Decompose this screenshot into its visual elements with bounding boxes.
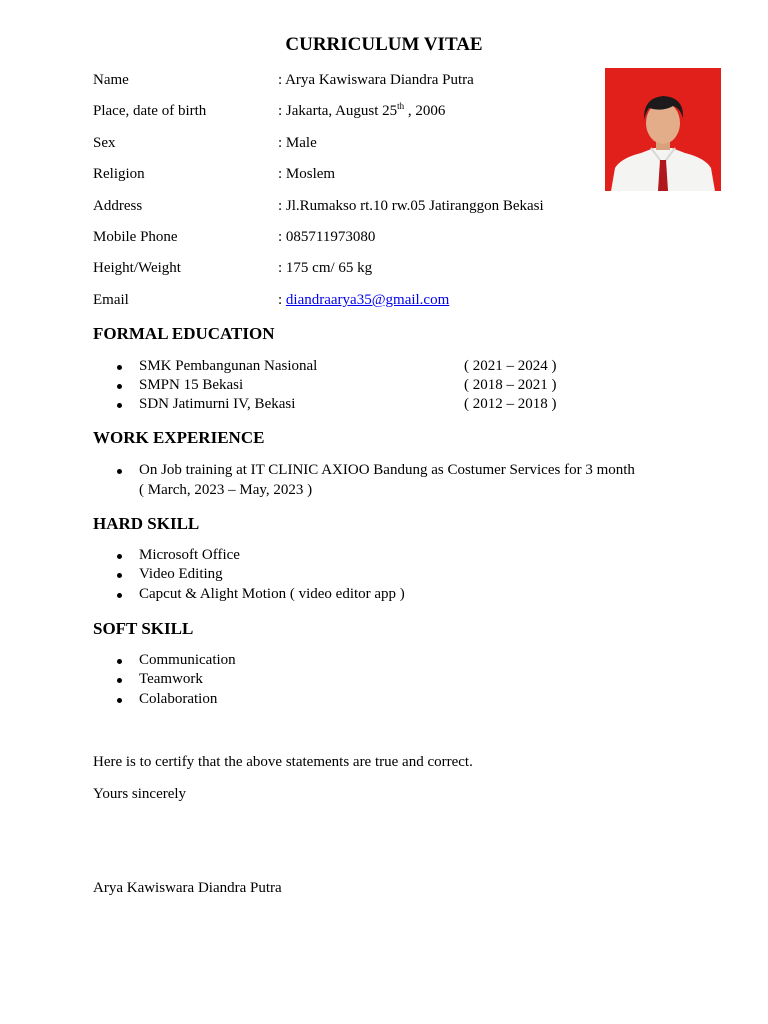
education-school: SMPN 15 Bekasi bbox=[139, 377, 244, 393]
person-portrait-icon bbox=[605, 68, 721, 191]
soft-skill-item: Colaboration bbox=[139, 691, 218, 707]
education-school: SDN Jatimurni IV, Bekasi bbox=[139, 396, 296, 412]
education-heading: FORMAL EDUCATION bbox=[93, 324, 275, 343]
bullet-icon bbox=[117, 403, 122, 408]
name-label: Name bbox=[93, 72, 129, 88]
bullet-icon bbox=[117, 469, 122, 474]
religion-label: Religion bbox=[93, 166, 145, 182]
bullet-icon bbox=[117, 698, 122, 703]
signature-name: Arya Kawiswara Diandra Putra bbox=[93, 880, 282, 896]
hard-skill-item: Video Editing bbox=[139, 566, 223, 582]
education-school: SMK Pembangunan Nasional bbox=[139, 358, 318, 374]
bullet-icon bbox=[117, 554, 122, 559]
bullet-icon bbox=[117, 659, 122, 664]
birth-value: : Jakarta, August 25th , 2006 bbox=[278, 101, 446, 119]
address-value: : Jl.Rumakso rt.10 rw.05 Jatiranggon Bekasi bbox=[278, 198, 544, 214]
education-years: ( 2018 – 2021 ) bbox=[464, 377, 557, 393]
certify-statement: Here is to certify that the above statements are true and correct. bbox=[93, 754, 473, 770]
phone-label: Mobile Phone bbox=[93, 229, 178, 245]
education-years: ( 2012 – 2018 ) bbox=[464, 396, 557, 412]
bullet-icon bbox=[117, 365, 122, 370]
work-heading: WORK EXPERIENCE bbox=[93, 428, 265, 447]
name-value: : Arya Kawiswara Diandra Putra bbox=[278, 72, 474, 88]
sex-label: Sex bbox=[93, 135, 116, 151]
email-link[interactable]: diandraarya35@gmail.com bbox=[285, 292, 450, 308]
bullet-icon bbox=[117, 593, 122, 598]
soft-skill-heading: SOFT SKILL bbox=[93, 619, 194, 638]
email-value: : diandraarya35@gmail.com bbox=[278, 292, 450, 308]
soft-skill-item: Communication bbox=[139, 652, 236, 668]
hard-skill-item: Microsoft Office bbox=[139, 547, 240, 563]
religion-value: : Moslem bbox=[278, 166, 336, 182]
height-weight-value: : 175 cm/ 65 kg bbox=[278, 260, 373, 276]
bullet-icon bbox=[117, 573, 122, 578]
page-title: CURRICULUM VITAE bbox=[285, 34, 483, 55]
bullet-icon bbox=[117, 384, 122, 389]
work-item-line: On Job training at IT CLINIC AXIOO Bandung as Costumer Services for 3 month bbox=[139, 462, 635, 478]
phone-value: : 085711973080 bbox=[278, 229, 376, 245]
address-label: Address bbox=[93, 198, 143, 214]
bullet-icon bbox=[117, 678, 122, 683]
soft-skill-item: Teamwork bbox=[139, 671, 203, 687]
hard-skill-heading: HARD SKILL bbox=[93, 514, 200, 533]
education-years: ( 2021 – 2024 ) bbox=[464, 358, 557, 374]
closing-salutation: Yours sincerely bbox=[93, 786, 187, 802]
sex-value: : Male bbox=[278, 135, 317, 151]
work-item-period: ( March, 2023 – May, 2023 ) bbox=[139, 482, 313, 498]
height-weight-label: Height/Weight bbox=[93, 260, 181, 276]
email-label: Email bbox=[93, 292, 129, 308]
profile-photo bbox=[605, 68, 721, 191]
birth-label: Place, date of birth bbox=[93, 103, 207, 119]
hard-skill-item: Capcut & Alight Motion ( video editor app ) bbox=[139, 586, 405, 602]
